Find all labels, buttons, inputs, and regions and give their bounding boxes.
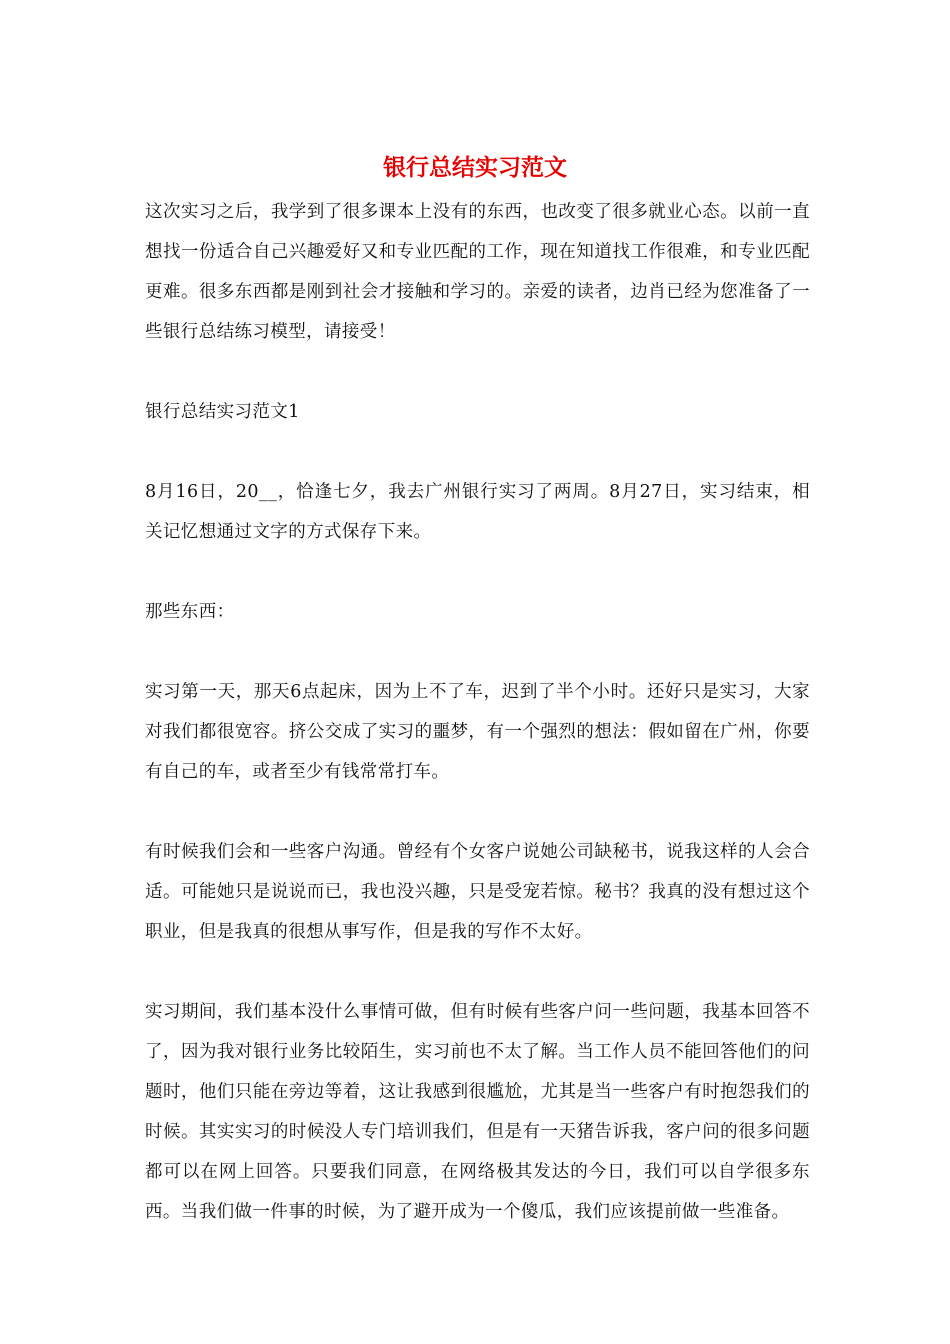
- intro-paragraph: 这次实习之后，我学到了很多课本上没有的东西，也改变了很多就业心态。以前一直想找一份适合自己兴趣爱好又和专业匹配的工作，现在知道找工作很难，和专业匹配更难。很多东西都是刚到社会才接触和学习的。亲爱的读者，边肖已经为您准备了一些银行总结练习模型，请接受！: [145, 202, 810, 342]
- section-heading: 银行总结实习范文1: [145, 402, 300, 422]
- body-paragraph: 实习第一天，那天6点起床，因为上不了车，迟到了半个小时。还好只是实习，大家对我们都很宽容。挤公交成了实习的噩梦，有一个强烈的想法：假如留在广州，你要有自己的车，或者至少有钱常常打车。: [145, 682, 810, 782]
- body-paragraph: 8月16日，20__，恰逢七夕，我去广州银行实习了两周。8月27日，实习结束，相关记忆想通过文字的方式保存下来。: [145, 482, 810, 542]
- document-title: 银行总结实习范文: [383, 154, 567, 181]
- body-paragraph: 有时候我们会和一些客户沟通。曾经有个女客户说她公司缺秘书，说我这样的人会合适。可能她只是说说而已，我也没兴趣，只是受宠若惊。秘书？我真的没有想过这个职业，但是我真的很想从事写作，但是我的写作不太好。: [145, 842, 810, 942]
- body-paragraph: 实习期间，我们基本没什么事情可做，但有时候有些客户问一些问题，我基本回答不了，因为我对银行业务比较陌生，实习前也不太了解。当工作人员不能回答他们的问题时，他们只能在旁边等着，这让我感到很尴尬，尤其是当一些客户有时抱怨我们的时候。其实实习的时候没人专门培训我们，但是有一天猪告诉我，客户问的很多问题都可以在网上回答。只要我们同意，在网络极其发达的今日，我们可以自学很多东西。当我们做一件事的时候，为了避开成为一个傻瓜，我们应该提前做一些准备。: [145, 1002, 810, 1222]
- document-body: [145, 192, 810, 1272]
- body-paragraph: 那些东西：: [145, 602, 235, 622]
